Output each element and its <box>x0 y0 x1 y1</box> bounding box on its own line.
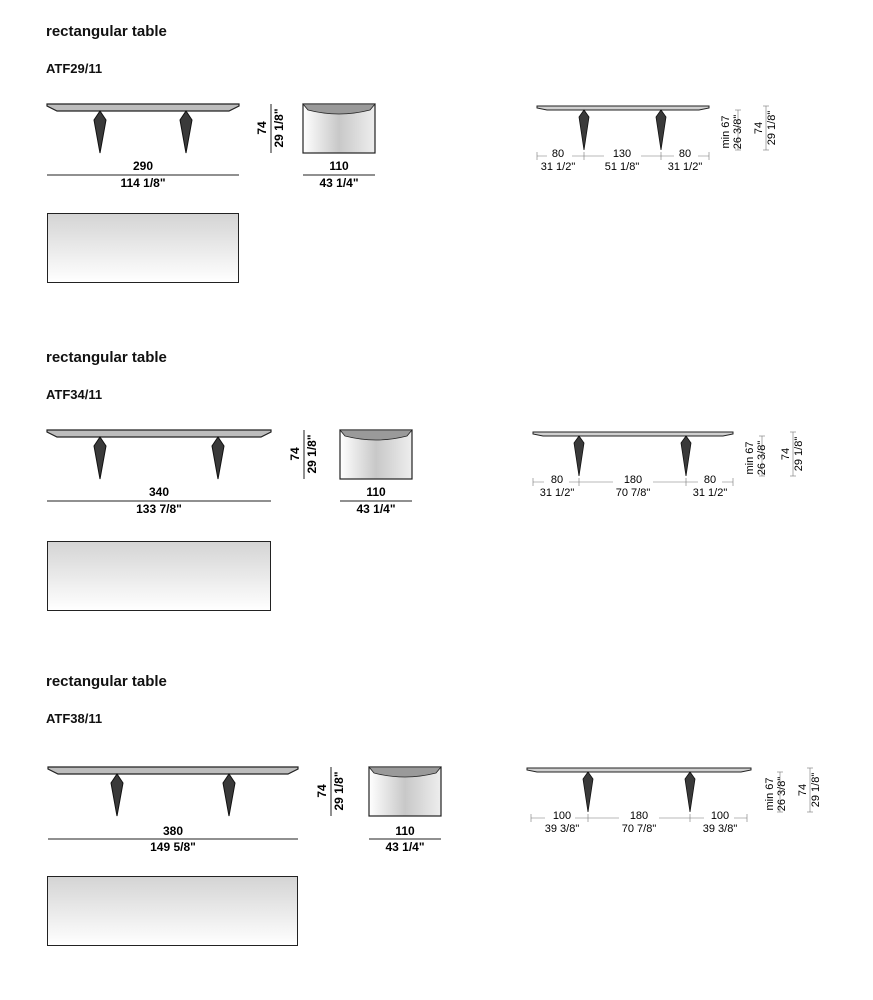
section-atf34 <box>0 326 873 646</box>
side-min-in: 26 3/8" <box>732 114 744 150</box>
plan-view <box>47 541 271 611</box>
side-left-cm: 80 <box>551 148 565 160</box>
height-in: 29 1/8" <box>332 771 346 811</box>
front-elevation <box>0 326 873 526</box>
side-h-in: 29 1/8" <box>766 110 778 146</box>
depth-cm: 110 <box>366 485 386 499</box>
length-cm: 380 <box>162 824 184 838</box>
section-title: rectangular table <box>46 349 167 366</box>
side-h-in: 29 1/8" <box>793 436 805 472</box>
plan-view <box>47 876 298 946</box>
side-mid-cm: 180 <box>623 474 643 486</box>
side-right-cm: 80 <box>703 474 717 486</box>
section-title: rectangular table <box>46 673 167 690</box>
side-mid-cm: 180 <box>629 810 649 822</box>
side-h-cm: 74 <box>797 783 809 797</box>
height-cm: 74 <box>288 447 302 461</box>
side-left-cm: 80 <box>550 474 564 486</box>
height-in: 29 1/8" <box>305 434 319 474</box>
side-left-in: 31 1/2" <box>539 487 575 499</box>
length-in: 133 7/8" <box>136 502 182 516</box>
height-cm: 74 <box>255 121 269 135</box>
side-h-cm: 74 <box>780 447 792 461</box>
length-in: 149 5/8" <box>150 840 196 854</box>
model-code: ATF34/11 <box>46 387 103 402</box>
side-h-cm: 74 <box>753 121 765 135</box>
side-h-in: 29 1/8" <box>810 772 822 808</box>
depth-in: 43 1/4" <box>385 840 425 854</box>
height-cm: 74 <box>315 784 329 798</box>
side-left-in: 39 3/8" <box>544 823 580 835</box>
depth-cm: 110 <box>329 159 349 173</box>
side-mid-in: 70 7/8" <box>621 823 657 835</box>
side-mid-cm: 130 <box>612 148 632 160</box>
length-cm: 290 <box>132 159 154 173</box>
side-left-in: 31 1/2" <box>540 161 576 173</box>
side-right-in: 39 3/8" <box>702 823 738 835</box>
side-right-in: 31 1/2" <box>692 487 728 499</box>
depth-cm: 110 <box>395 824 415 838</box>
model-code: ATF29/11 <box>46 61 103 76</box>
side-left-cm: 100 <box>552 810 572 822</box>
side-min-cm: min 67 <box>764 777 776 811</box>
section-atf38 <box>0 650 873 990</box>
side-min-in: 26 3/8" <box>776 776 788 812</box>
length-in: 114 1/8" <box>120 176 166 190</box>
side-min-cm: min 67 <box>744 441 756 475</box>
depth-in: 43 1/4" <box>356 502 396 516</box>
length-cm: 340 <box>148 485 170 499</box>
plan-view <box>47 213 239 283</box>
side-right-cm: 100 <box>710 810 730 822</box>
height-in: 29 1/8" <box>272 108 286 148</box>
section-atf29 <box>0 0 873 320</box>
section-title: rectangular table <box>46 23 167 40</box>
depth-in: 43 1/4" <box>319 176 359 190</box>
side-min-in: 26 3/8" <box>756 440 768 476</box>
side-mid-in: 70 7/8" <box>615 487 651 499</box>
model-code: ATF38/11 <box>46 711 103 726</box>
side-right-cm: 80 <box>678 148 692 160</box>
side-right-in: 31 1/2" <box>667 161 703 173</box>
side-mid-in: 51 1/8" <box>604 161 640 173</box>
front-elevation <box>0 0 873 200</box>
side-min-cm: min 67 <box>720 115 732 149</box>
front-elevation <box>0 650 873 860</box>
